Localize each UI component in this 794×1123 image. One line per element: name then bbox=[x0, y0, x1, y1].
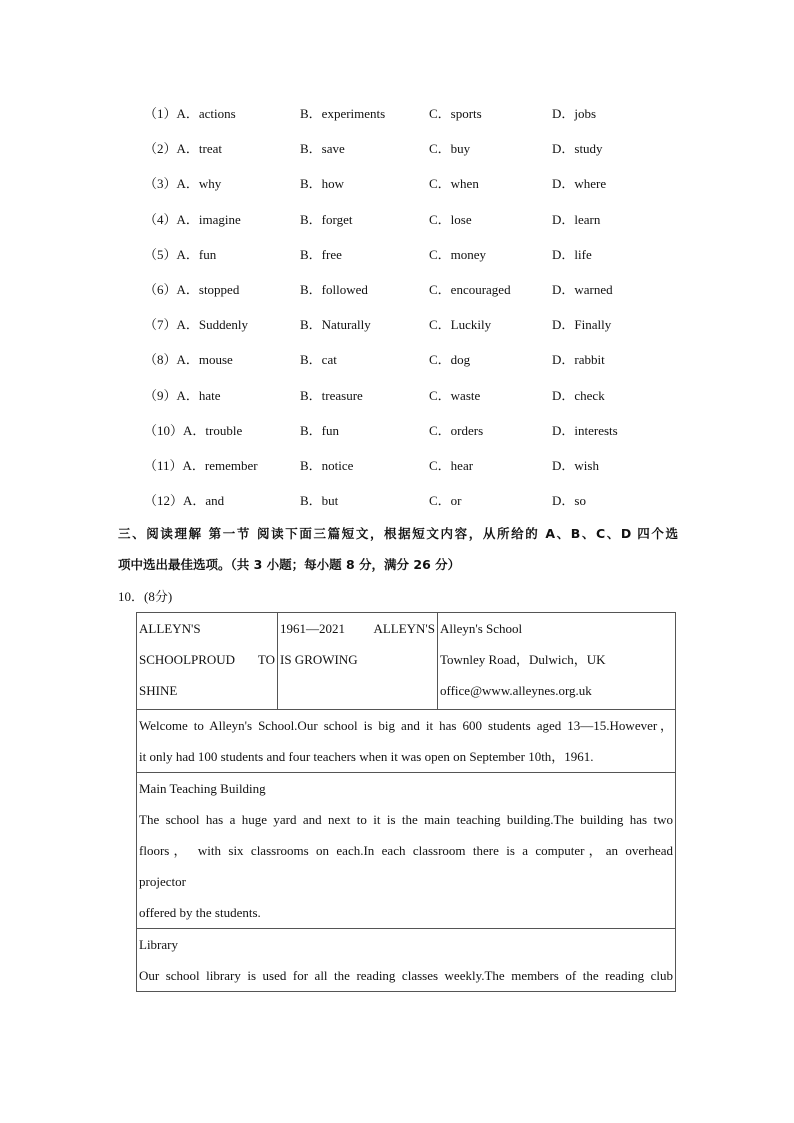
ad-main-building-row bbox=[137, 773, 676, 929]
option-a: （10）A．trouble bbox=[144, 422, 243, 438]
option-row bbox=[0, 421, 794, 441]
option-a: （2）A．treat bbox=[144, 141, 222, 157]
option-a: （8）A．mouse bbox=[144, 352, 233, 368]
option-row bbox=[0, 245, 794, 265]
option-row bbox=[0, 139, 794, 159]
main-building-line-1: The school has a huge yard and next to it is the main teaching building.The building has two bbox=[139, 812, 673, 827]
option-row bbox=[0, 315, 794, 335]
welcome-cell bbox=[137, 710, 676, 773]
option-d: D．warned bbox=[552, 282, 613, 297]
option-a: （5）A．fun bbox=[144, 246, 217, 262]
section-heading bbox=[118, 518, 678, 580]
option-b: B．experiments bbox=[300, 106, 386, 121]
option-a: （7）A．Suddenly bbox=[144, 317, 249, 333]
option-row bbox=[0, 456, 794, 476]
option-c: C．when bbox=[429, 176, 479, 192]
option-c: C．lose bbox=[429, 211, 472, 227]
option-b: B．forget bbox=[300, 211, 353, 227]
option-c: C．buy bbox=[429, 141, 471, 157]
option-d: D．interests bbox=[552, 422, 618, 438]
school-name-line-2: SCHOOLPROUD TO bbox=[139, 652, 275, 667]
option-a: （1）A．actions bbox=[144, 106, 236, 121]
option-b: B．followed bbox=[300, 282, 368, 297]
option-row bbox=[0, 386, 794, 406]
main-building-line-2: floors， with six classrooms on each.In each classroom there is a computer，an overhead bbox=[139, 843, 673, 858]
option-d: D．rabbit bbox=[552, 352, 605, 368]
option-b: B．Naturally bbox=[300, 317, 371, 333]
library-cell bbox=[137, 929, 676, 992]
main-building-cell bbox=[137, 773, 676, 929]
option-a: （6）A．stopped bbox=[144, 282, 240, 297]
option-c: C．money bbox=[429, 246, 487, 262]
option-d: D．jobs bbox=[552, 106, 597, 121]
anniversary-line-2: IS GROWING bbox=[280, 652, 358, 667]
option-d: D．where bbox=[552, 176, 607, 192]
option-d: D．wish bbox=[552, 458, 599, 473]
option-c: C．or bbox=[429, 493, 462, 509]
section-heading-line-2: 项中选出最佳选项。（共 3 小题；每小题 8 分，满分 26 分） bbox=[118, 557, 461, 572]
option-b: B．free bbox=[300, 246, 342, 262]
welcome-line-1: Welcome to Alleyn's School.Our school is big and it has 600 students aged 13—15.However， bbox=[139, 718, 673, 733]
ad-header-row bbox=[137, 613, 676, 710]
option-d: D．study bbox=[552, 141, 603, 157]
option-a: （11）A．remember bbox=[144, 458, 258, 473]
option-d: D．check bbox=[552, 387, 605, 403]
option-c: C．orders bbox=[429, 422, 484, 438]
anniversary-line-1: 1961—2021 ALLEYN'S bbox=[280, 621, 435, 636]
option-c: C．Luckily bbox=[429, 317, 492, 333]
option-b: B．cat bbox=[300, 352, 337, 368]
option-d: D．so bbox=[552, 493, 586, 509]
option-c: C．hear bbox=[429, 458, 474, 473]
option-b: B．notice bbox=[300, 458, 354, 473]
school-ad-table bbox=[136, 612, 676, 992]
option-b: B．save bbox=[300, 141, 345, 157]
option-b: B．treasure bbox=[300, 387, 363, 403]
welcome-line-2: it only had 100 students and four teachers when it was open on September 10th，1961. bbox=[139, 749, 594, 764]
library-title: Library bbox=[139, 937, 178, 952]
option-c: C．dog bbox=[429, 352, 471, 368]
option-row bbox=[0, 350, 794, 370]
option-c: C．waste bbox=[429, 387, 481, 403]
option-row bbox=[0, 174, 794, 194]
ad-library-row bbox=[137, 929, 676, 992]
option-b: B．fun bbox=[300, 422, 340, 438]
option-d: D．life bbox=[552, 246, 592, 262]
option-row bbox=[0, 491, 794, 511]
school-name-cell bbox=[137, 613, 278, 710]
main-building-line-4: offered by the students. bbox=[139, 905, 261, 920]
email-address: office@www.alleynes.org.uk bbox=[440, 683, 592, 698]
option-a: （9）A．hate bbox=[144, 387, 221, 403]
option-a: （3）A．why bbox=[144, 176, 222, 192]
address-line-2: Townley Road，Dulwich，UK bbox=[440, 652, 606, 667]
section-heading-line-1: 三、阅读理解 第一节 阅读下面三篇短文，根据短文内容，从所给的 A、B、C、D 四个选 bbox=[118, 526, 678, 541]
option-b: B．how bbox=[300, 176, 345, 192]
option-a: （4）A．imagine bbox=[144, 211, 241, 227]
anniversary-cell bbox=[278, 613, 438, 710]
option-d: D．Finally bbox=[552, 317, 612, 333]
address-cell bbox=[438, 613, 676, 710]
option-row bbox=[0, 104, 794, 124]
option-row bbox=[0, 210, 794, 230]
address-line-1: Alleyn's School bbox=[440, 621, 523, 636]
school-name-line-1: ALLEYN'S bbox=[139, 621, 201, 636]
main-building-line-3: projector bbox=[139, 874, 186, 889]
option-c: C．sports bbox=[429, 106, 482, 121]
school-name-line-3: SHINE bbox=[139, 683, 178, 698]
option-d: D．learn bbox=[552, 211, 601, 227]
option-row bbox=[0, 280, 794, 300]
option-b: B．but bbox=[300, 493, 339, 509]
main-building-title: Main Teaching Building bbox=[139, 781, 266, 796]
question-number: 10．(8分) bbox=[118, 589, 173, 604]
library-line-1: Our school library is used for all the reading classes weekly.The members of the reading club bbox=[139, 968, 673, 983]
option-a: （12）A．and bbox=[144, 493, 225, 509]
option-c: C．encouraged bbox=[429, 282, 511, 297]
ad-welcome-row bbox=[137, 710, 676, 773]
